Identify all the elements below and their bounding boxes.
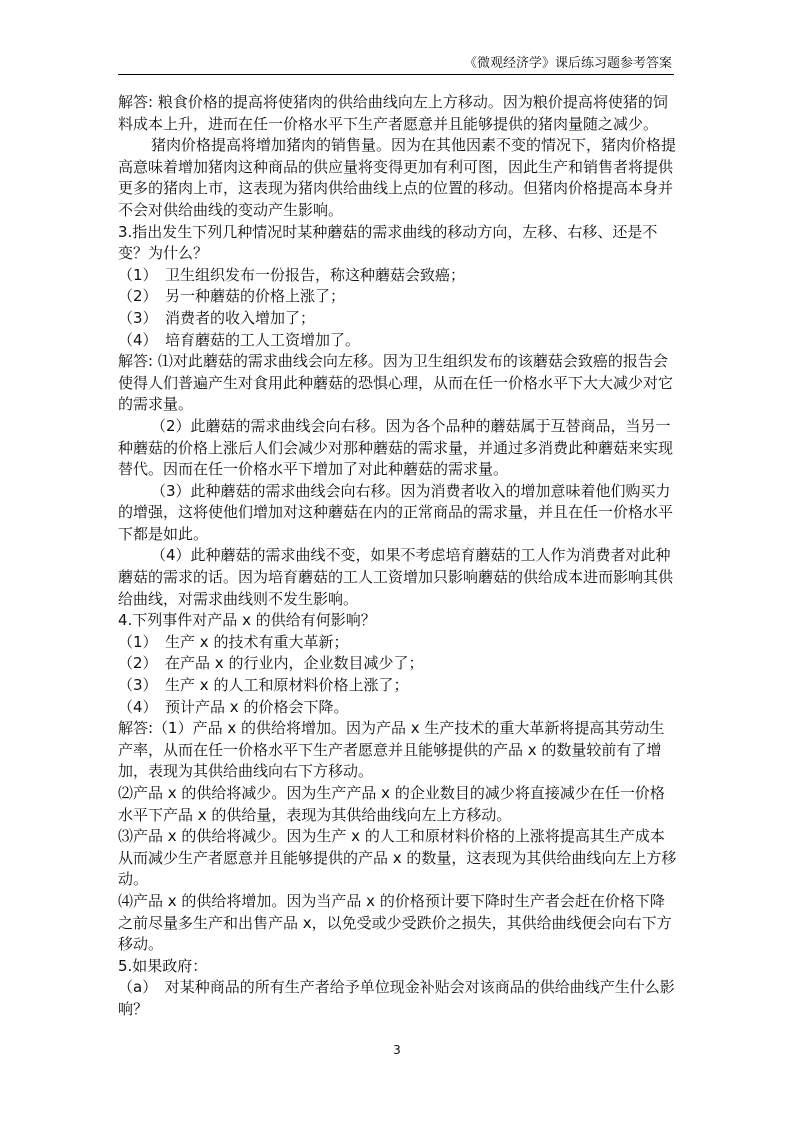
question-item: （2） 在产品 x 的行业内，企业数目减少了；	[118, 654, 424, 673]
question-item: （4） 预计产品 x 的价格会下降。	[118, 697, 349, 716]
answer-paragraph: （3）此种蘑菇的需求曲线会向右移。因为消费者收入的增加意味着他们购买力的增强，这将使他们增加对这种蘑菇在内的正常商品的需求量，并且在任一价格水平下都是如此。	[118, 481, 674, 543]
page-number: 3	[393, 1043, 401, 1057]
question-5: 5.如果政府：	[118, 956, 208, 975]
header-title: 《微观经济学》课后练习题参考答案	[463, 56, 672, 71]
document-body	[118, 92, 678, 1021]
question-3: 3.指出发生下列几种情况时某种蘑菇的需求曲线的移动方向，左移、右移、还是不变？为什么？	[118, 222, 658, 263]
answer-paragraph: （2）此蘑菇的需求曲线会向右移。因为各个品种的蘑菇属于互替商品，当另一种蘑菇的价格上涨后人们会减少对那种蘑菇的需求量，并通过多消费此种蘑菇来实现替代。因而在任一价格水平下增加了对此种蘑菇的需求量。	[118, 416, 674, 479]
answer-paragraph: ⑷产品 x 的供给将增加。因为当产品 x 的价格预计要下降时生产者会赶在价格下降之前尽量多生产和出售产品 x，以免受或少受跌价之损失，其供给曲线便会向右下方移动。	[118, 891, 672, 954]
answer-paragraph: 解答:（1）产品 x 的供给将增加。因为产品 x 生产技术的重大革新将提高其劳动生产率，从而在任一价格水平下生产者愿意并且能够提供的产品 x 的数量较前有了增加，表现为其供给曲线向右下方移动。	[118, 719, 665, 781]
answer-paragraph: ⑶产品 x 的供给将减少。因为生产 x 的人工和原材料价格的上涨将提高其生产成本从而减少生产者愿意并且能够提供的产品 x 的数量，这表现为其供给曲线向左上方移动。	[118, 827, 677, 889]
question-4: 4.下列事件对产品 x 的供给有何影响？	[118, 611, 376, 630]
question-item: （4） 培育蘑菇的工人工资增加了。	[118, 330, 361, 349]
answer-paragraph: 解答: 粮食价格的提高将使猪肉的供给曲线向左上方移动。因为粮价提高将使猪的饲料成本上升，进而在任一价格水平下生产者愿意并且能够提供的猪肉量随之减少。	[118, 93, 668, 133]
answer-paragraph: 解答: ⑴对此蘑菇的需求曲线会向左移。因为卫生组织发布的该蘑菇会致癌的报告会使得人们普遍产生对食用此种蘑菇的恐惧心理，从而在任一价格水平下大大减少对它的需求量。	[118, 352, 674, 414]
answer-paragraph: （4）此种蘑菇的需求曲线不变，如果不考虑培育蘑菇的工人作为消费者对此种蘑菇的需求的话。因为培育蘑菇的工人工资增加只影响蘑菇的供给成本进而影响其供给曲线，对需求曲线则不发生影响。	[118, 546, 674, 608]
page-header	[118, 56, 674, 75]
question-item: （1） 生产 x 的技术有重大革新；	[118, 632, 349, 651]
question-item: （a） 对某种商品的所有生产者给予单位现金补贴会对该商品的供给曲线产生什么影响？	[118, 978, 675, 1018]
question-item: （2） 另一种蘑菇的价格上涨了；	[118, 287, 346, 306]
answer-paragraph: ⑵产品 x 的供给将减少。因为生产产品 x 的企业数目的减少将直接减少在任一价格水平下产品 x 的供给量，表现为其供给曲线向左上方移动。	[118, 784, 665, 824]
question-item: （1） 卫生组织发布一份报告，称这种蘑菇会致癌；	[118, 265, 466, 284]
question-item: （3） 消费者的收入增加了；	[118, 308, 316, 327]
question-item: （3） 生产 x 的人工和原材料价格上涨了；	[118, 676, 409, 695]
answer-paragraph: 猪肉价格提高将增加猪肉的销售量。因为在其他因素不变的情况下，猪肉价格提高意味着增加猪肉这种商品的供应量将变得更加有利可图，因此生产和销售者将提供更多的猪肉上市，这表现为猪肉供给曲线上点的位置的移动。但猪肉价格提高本身并不会对供给曲线的变动产生影响。	[118, 136, 677, 219]
